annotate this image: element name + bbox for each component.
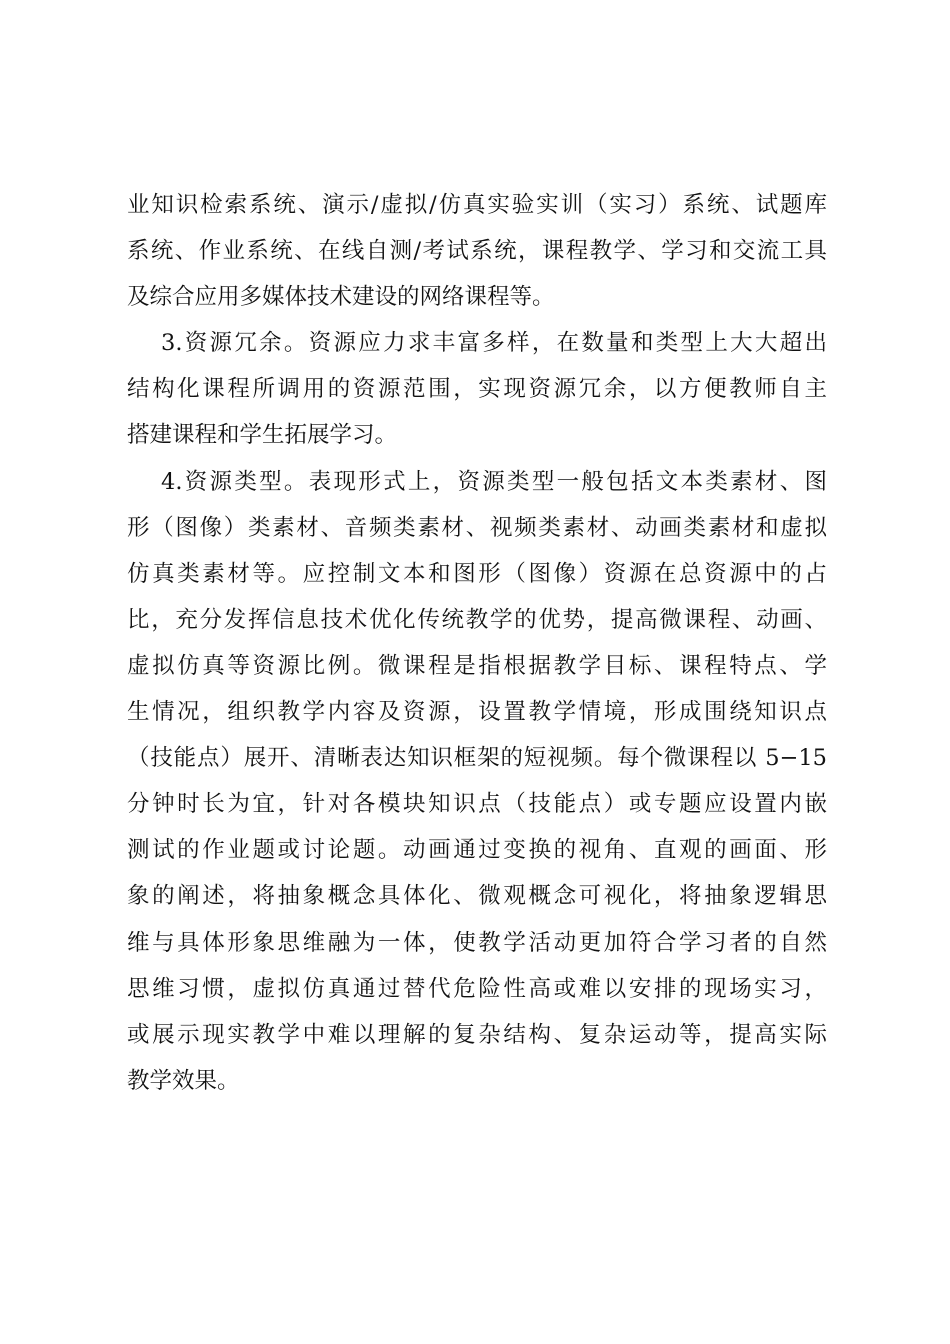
text-line: 系统、作业系统、在线自测/考试系统，课程教学、学习和交流工具 [127, 238, 827, 265]
text-line: 4.资源类型。表现形式上，资源类型一般包括文本类素材、图 [161, 468, 827, 495]
text-line: 及综合应用多媒体技术建设的网络课程等。 [127, 284, 555, 311]
text-line: （技能点）展开、清晰表达知识框架的短视频。每个微课程以 5−15 [127, 745, 827, 772]
paragraph-resource-redundancy [127, 320, 827, 458]
text-line: 象的阐述，将抽象概念具体化、微观概念可视化，将抽象逻辑思 [127, 883, 827, 910]
text-line: 搭建课程和学生拓展学习。 [127, 422, 398, 449]
text-line: 教学效果。 [127, 1067, 240, 1094]
text-line: 生情况，组织教学内容及资源，设置教学情境，形成围绕知识点 [127, 699, 827, 726]
paragraph-system-list [127, 182, 827, 320]
text-line: 业知识检索系统、演示/虚拟/仿真实验实训（实习）系统、试题库 [127, 192, 827, 218]
text-line: 结构化课程所调用的资源范围，实现资源冗余，以方便教师自主 [127, 376, 827, 403]
text-line: 或展示现实教学中难以理解的复杂结构、复杂运动等，提高实际 [127, 1021, 827, 1048]
text-line: 虚拟仿真等资源比例。微课程是指根据教学目标、课程特点、学 [127, 652, 827, 679]
text-line: 思维习惯，虚拟仿真通过替代危险性高或难以安排的现场实习， [127, 975, 827, 1002]
text-line: 仿真类素材等。应控制文本和图形（图像）资源在总资源中的占 [127, 560, 827, 587]
text-line: 形（图像）类素材、音频类素材、视频类素材、动画类素材和虚拟 [127, 514, 827, 541]
text-line: 3.资源冗余。资源应力求丰富多样，在数量和类型上大大超出 [161, 330, 827, 357]
text-line: 比，充分发挥信息技术优化传统教学的优势，提高微课程、动画、 [127, 606, 827, 633]
text-line: 测试的作业题或讨论题。动画通过变换的视角、直观的画面、形 [127, 837, 827, 864]
paragraph-resource-types [127, 459, 827, 1104]
text-line: 维与具体形象思维融为一体，使教学活动更加符合学习者的自然 [127, 929, 827, 956]
document-body [127, 182, 827, 1104]
text-line: 分钟时长为宜，针对各模块知识点（技能点）或专题应设置内嵌 [127, 791, 827, 818]
